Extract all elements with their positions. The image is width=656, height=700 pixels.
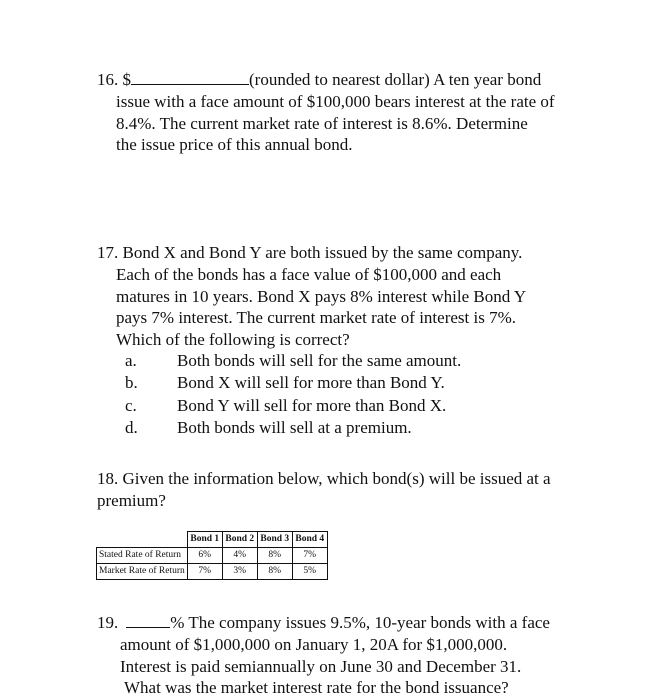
- q16-line-2: issue with a face amount of $100,000 bears interest at the rate of: [116, 91, 555, 111]
- table-header-bond-4: Bond 4: [292, 532, 327, 548]
- q17-line-3: matures in 10 years. Bond X pays 8% interest while Bond Y: [116, 286, 527, 306]
- table-cell: 5%: [292, 564, 327, 580]
- q17-option-d-text: Both bonds will sell at a premium.: [177, 418, 412, 437]
- q17-line-4: pays 7% interest. The current market rate of interest is 7%.: [116, 308, 516, 328]
- q19-line-4: What was the market interest rate for the bond issuance?: [124, 678, 509, 698]
- table-header-bond-1: Bond 1: [187, 532, 222, 548]
- q17-option-b-text: Bond X will sell for more than Bond Y.: [177, 373, 445, 392]
- q19-number: 19.: [97, 613, 119, 632]
- q19-line-1: [97, 612, 550, 634]
- q16-line-3: 8.4%. The current market rate of interest is 8.6%. Determine: [116, 113, 528, 133]
- q17-option-a-text: Both bonds will sell for the same amount.: [177, 351, 462, 370]
- table-header-bond-3: Bond 3: [257, 532, 292, 548]
- q19-line-3: Interest is paid semiannually on June 30 and December 31.: [120, 656, 522, 676]
- row-label-market: Market Rate of Return: [97, 564, 188, 580]
- table-cell: 6%: [187, 548, 222, 564]
- q18-line-1: 18. Given the information below, which bond(s) will be issued at a: [97, 469, 551, 488]
- table-row: [97, 548, 328, 564]
- row-label-stated: Stated Rate of Return: [97, 548, 188, 564]
- q16-line-1-text: (rounded to nearest dollar) A ten year bond: [249, 70, 542, 89]
- table-corner-cell: [97, 532, 188, 548]
- q18-line-2: premium?: [97, 490, 166, 510]
- question-18: [97, 468, 551, 512]
- table-header-bond-2: Bond 2: [222, 532, 257, 548]
- table-cell: 4%: [222, 548, 257, 564]
- q19-answer-blank[interactable]: [126, 613, 170, 628]
- question-17: [97, 242, 526, 351]
- table-cell: 7%: [292, 548, 327, 564]
- q17-option-b-letter: b.: [125, 373, 138, 392]
- question-19: [97, 612, 550, 699]
- q17-option-a-letter: a.: [125, 351, 137, 370]
- table-row: [97, 564, 328, 580]
- q17-option-c-letter: c.: [125, 396, 137, 415]
- question-16: [97, 69, 555, 156]
- q17-option-d-letter: d.: [125, 418, 138, 437]
- q17-option-c-text: Bond Y will sell for more than Bond X.: [177, 396, 447, 415]
- table-cell: 7%: [187, 564, 222, 580]
- q17-line-5: Which of the following is correct?: [116, 330, 350, 350]
- q16-answer-blank[interactable]: [131, 70, 249, 85]
- q17-line-1: 17. Bond X and Bond Y are both issued by the same company.: [97, 243, 523, 262]
- table-header-row: [97, 532, 328, 548]
- q19-line-1-text: % The company issues 9.5%, 10-year bonds with a face: [170, 613, 550, 632]
- q17-line-2: Each of the bonds has a face value of $100,000 and each: [116, 264, 502, 284]
- q16-line-1: [97, 69, 555, 91]
- q16-number: 16. $: [97, 70, 131, 89]
- q16-line-4: the issue price of this annual bond.: [116, 135, 353, 155]
- bond-rates-table: [96, 531, 328, 580]
- table-cell: 8%: [257, 564, 292, 580]
- q19-line-2: amount of $1,000,000 on January 1, 20A for $1,000,000.: [120, 634, 508, 654]
- table-cell: 3%: [222, 564, 257, 580]
- table-cell: 8%: [257, 548, 292, 564]
